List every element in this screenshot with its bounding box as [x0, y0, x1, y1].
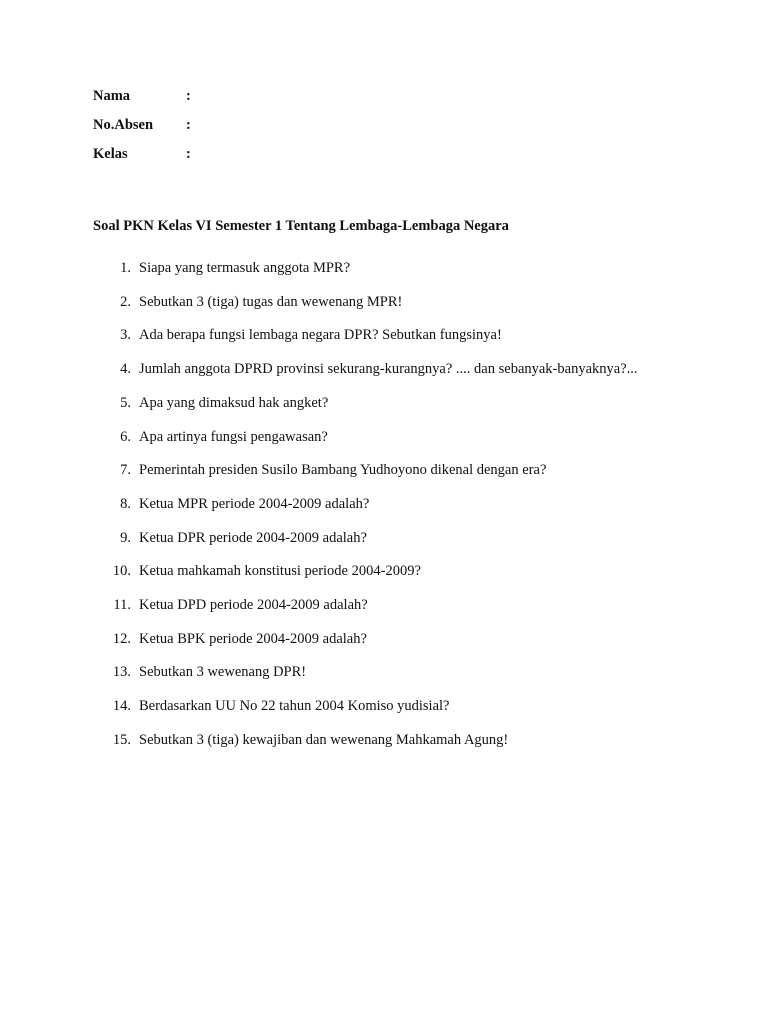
question-number: 1.	[120, 260, 131, 276]
question-item	[100, 260, 350, 277]
question-text: Ketua mahkamah konstitusi periode 2004-2009?	[139, 563, 421, 580]
question-item	[100, 732, 508, 749]
question-item	[100, 496, 369, 513]
question-number: 14.	[112, 698, 131, 715]
question-number: 7.	[120, 462, 131, 479]
question-number: 2.	[120, 293, 131, 310]
question-text: Sebutkan 3 wewenang DPR!	[139, 664, 307, 681]
question-item	[100, 563, 421, 580]
field-kelas	[93, 146, 191, 163]
question-text: Ketua MPR periode 2004-2009 adalah?	[139, 495, 370, 512]
question-text: Siapa yang termasuk anggota MPR?	[139, 260, 351, 276]
question-item	[100, 395, 328, 412]
question-number: 15.	[112, 731, 131, 748]
question-number: 10.	[112, 563, 131, 580]
question-text: Apa artinya fungsi pengawasan?	[139, 428, 328, 445]
question-item	[100, 664, 306, 681]
question-item	[100, 698, 450, 715]
question-number: 3.	[120, 327, 131, 344]
field-label: No.Absen	[93, 117, 154, 133]
question-text: Sebutkan 3 (tiga) tugas dan wewenang MPR!	[139, 293, 403, 310]
question-text: Apa yang dimaksud hak angket?	[139, 394, 329, 411]
field-colon: :	[186, 117, 191, 133]
field-colon: :	[186, 88, 191, 104]
question-text: Ketua DPR periode 2004-2009 adalah?	[139, 529, 367, 546]
question-item	[100, 327, 502, 344]
question-item	[100, 361, 638, 378]
question-item	[100, 429, 328, 446]
question-text: Berdasarkan UU No 22 tahun 2004 Komiso yudisial?	[139, 698, 450, 715]
question-text: Sebutkan 3 (tiga) kewajiban dan wewenang Mahkamah Agung!	[139, 731, 509, 748]
question-number: 12.	[112, 630, 131, 647]
field-label: Nama	[93, 88, 131, 104]
question-number: 9.	[120, 529, 131, 546]
question-text: Ada berapa fungsi lembaga negara DPR? Sebutkan fungsinya!	[139, 327, 502, 344]
question-item	[100, 462, 546, 479]
field-no-absen	[93, 117, 191, 134]
question-number: 5.	[120, 394, 131, 411]
question-text: Ketua DPD periode 2004-2009 adalah?	[139, 597, 368, 613]
field-colon: :	[186, 146, 191, 162]
question-text: Pemerintah presiden Susilo Bambang Yudhoyono dikenal dengan era?	[139, 462, 547, 479]
question-number: 4.	[120, 361, 131, 378]
question-number: 11.	[113, 597, 131, 613]
question-item	[100, 597, 368, 614]
document-title: Soal PKN Kelas VI Semester 1 Tentang Lembaga-Lembaga Negara	[93, 218, 509, 234]
question-number: 8.	[120, 495, 131, 512]
question-item	[100, 294, 402, 311]
question-number: 6.	[120, 428, 131, 445]
field-label: Kelas	[93, 146, 128, 162]
question-text: Jumlah anggota DPRD provinsi sekurang-kurangnya? .... dan sebanyak-banyaknya?...	[139, 361, 638, 378]
question-item	[100, 631, 367, 648]
question-number: 13.	[112, 664, 131, 681]
question-text: Ketua BPK periode 2004-2009 adalah?	[139, 630, 367, 647]
question-item	[100, 530, 367, 547]
field-nama	[93, 88, 191, 105]
